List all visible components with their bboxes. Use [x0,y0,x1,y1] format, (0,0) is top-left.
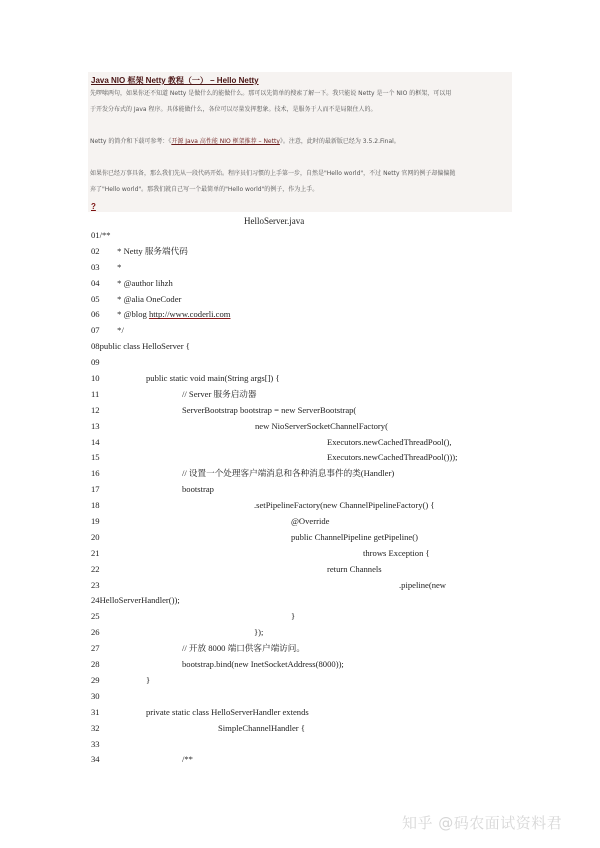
intro-paragraph-2 [90,134,510,150]
code-text-content: throws Exception { [363,547,430,558]
line-number: 27 [91,643,100,654]
code-line [91,609,511,625]
code-text [100,230,111,240]
intro-paragraph-3-line-1: 如果你已经万事具备，那么我们先从一段代码开始。程序员们习惯的上手第一步，自然是"Hello world"，不过 Netty 官网的例子却偏偏抛 [90,170,456,177]
line-number: 02 [91,245,100,256]
code-text [255,419,388,435]
line-number: 17 [91,484,100,495]
code-text [182,482,214,498]
code-text [254,498,435,514]
line-number: 19 [91,516,100,527]
code-text-content: /** [182,754,193,765]
watermark: 知乎 @码农面试资料君 [402,814,563,832]
code-line [91,450,511,466]
code-text [254,625,263,641]
line-number: 22 [91,563,100,574]
code-text [291,530,418,546]
code-text-content: .setPipelineFactory(new ChannelPipelineFactory() { [254,500,435,511]
code-line [91,593,511,609]
paragraph-gap [90,150,510,166]
code-text [182,466,394,482]
line-number: 23 [91,579,100,590]
code-text-content: // Server 服务启动器 [182,388,257,399]
code-line [91,673,511,689]
line-number: 31 [91,706,100,717]
blog-link[interactable]: http://www.coderli.com [148,309,231,320]
code-line [91,625,511,641]
code-text-content: HelloServerHandler()); [99,595,180,606]
code-line [91,498,511,514]
line-number: 28 [91,659,100,670]
line-number: 05 [91,293,100,304]
code-line [91,482,511,498]
article-intro-box [88,72,512,212]
line-number: 03 [91,261,100,272]
code-text-content: * @alia OneCoder [115,293,182,304]
code-text [363,546,430,562]
code-text-content: private static class HelloServerHandler extends [146,706,309,717]
netty-reference-link[interactable]: 开源 Java 高性能 NIO 框架推荐 – Netty [171,138,280,145]
code-text-content: */ [115,325,124,336]
line-number: 09 [91,357,100,368]
line-number: 01 [91,230,100,240]
code-line [91,323,511,339]
line-number: 29 [91,674,100,685]
code-text-content: * Netty 服务端代码 [115,245,188,256]
code-line [91,705,511,721]
code-text [291,514,329,530]
line-number: 21 [91,547,100,558]
line-number: 10 [91,373,100,384]
code-line [91,292,511,308]
code-text-content: // 开放 8000 端口供客户端访问。 [182,643,305,654]
code-line [91,737,511,753]
code-text-content: Executors.newCachedThreadPool(), [327,436,452,447]
code-text [115,260,121,276]
code-text [100,595,180,605]
code-text [327,435,452,451]
code-text-content: // 设置一个处理客户端消息和各种消息事件的类(Handler) [182,468,395,479]
code-text [399,578,446,594]
line-number: 32 [91,722,100,733]
line-number: 11 [91,388,100,399]
code-text-content: } [146,674,151,685]
code-text [115,276,173,292]
code-line [91,419,511,435]
line-number: 33 [91,738,100,749]
code-line [91,387,511,403]
code-line [91,276,511,292]
code-text-content: @Override [291,516,330,527]
line-number: 13 [91,420,100,431]
intro-paragraph-1-line-2: 于开发分布式的 Java 程序。具体能做什么，各位可以尽量发挥想象。技术，是服务于人而不是局限住人的。 [90,106,377,113]
line-number: 07 [91,325,100,336]
line-number: 18 [91,500,100,511]
code-text [115,292,181,308]
code-text-content: /** [99,230,111,240]
code-text [182,657,344,673]
code-text [115,307,230,323]
code-line [91,721,511,737]
code-line [91,466,511,482]
line-number: 14 [91,436,100,447]
code-line [91,752,511,768]
reference-suffix: 》。注意，此时的最新版已经为 3.5.2.Final。 [279,138,400,145]
code-text-content: new NioServerSocketChannelFactory( [255,420,388,431]
line-number: 30 [91,690,100,701]
code-text [182,387,256,403]
code-text [146,673,150,689]
article-title[interactable]: Java NIO 框架 Netty 教程（一） – Hello Netty [91,76,259,85]
code-text-content: bootstrap.bind(new InetSocketAddress(8000)); [182,659,344,670]
reference-prefix: Netty 的简介和下载可参考：《 [90,138,172,145]
line-number: 06 [91,309,100,320]
code-line [91,307,511,323]
code-line [91,244,511,260]
line-number: 24 [91,595,100,606]
code-text-content: SimpleChannelHandler { [218,722,305,733]
line-number: 16 [91,468,100,479]
code-line [91,546,511,562]
paragraph-gap [90,118,510,134]
line-number: 15 [91,452,100,463]
code-line [91,562,511,578]
line-number: 04 [91,277,100,288]
code-text [327,562,382,578]
code-text-content: * @author lihzh [115,277,173,288]
code-text-content: bootstrap [182,484,214,495]
code-view-toggle-link[interactable]: ? [91,202,96,211]
code-line [91,403,511,419]
code-text [100,341,190,351]
code-file-name: HelloServer.java [244,216,305,226]
line-number: 25 [91,611,100,622]
code-text-content: Executors.newCachedThreadPool())); [327,452,458,463]
intro-paragraph-1-line-1: 先啰嗦两句，如果你还不知道 Netty 是做什么的能做什么。那可以先简单的搜索了解一下。我只能说 Netty 是一个 NIO 的框架，可以用 [90,90,452,97]
code-text [182,403,356,419]
code-text [115,323,124,339]
code-text-content: * @blog [115,309,149,320]
code-text-content: * [115,261,122,272]
code-text-content: return Channels [327,563,382,574]
intro-paragraph-3-line-2: 弃了"Hello world"。那我们就自己写一个最简单的"Hello world"的例子，作为上手。 [90,186,319,193]
code-line [91,339,511,355]
code-line [91,530,511,546]
line-number: 20 [91,531,100,542]
code-line [91,514,511,530]
code-line [91,641,511,657]
code-text-content: ServerBootstrap bootstrap = new ServerBootstrap( [182,404,357,415]
code-text [182,752,193,768]
line-number: 12 [91,404,100,415]
code-text [115,244,188,260]
code-text-content: public static void main(String args[]) { [146,373,280,384]
code-text-content: .pipeline(new [399,579,447,590]
code-text-content: public class HelloServer { [99,341,190,352]
code-line [91,435,511,451]
code-text [291,609,295,625]
code-line [91,355,511,371]
code-line [91,371,511,387]
code-block [91,228,511,768]
code-text-content: } [291,611,296,622]
code-text [182,641,305,657]
line-number: 34 [91,754,100,765]
code-text [218,721,305,737]
code-text [146,705,309,721]
code-text-content: public ChannelPipeline getPipeline() [291,531,418,542]
code-text-content: }); [254,627,264,638]
code-text [327,450,458,466]
code-text [146,371,280,387]
line-number: 08 [91,341,100,352]
code-line [91,657,511,673]
code-line [91,260,511,276]
code-line [91,228,511,244]
line-number: 26 [91,627,100,638]
code-line [91,689,511,705]
code-line [91,578,511,594]
